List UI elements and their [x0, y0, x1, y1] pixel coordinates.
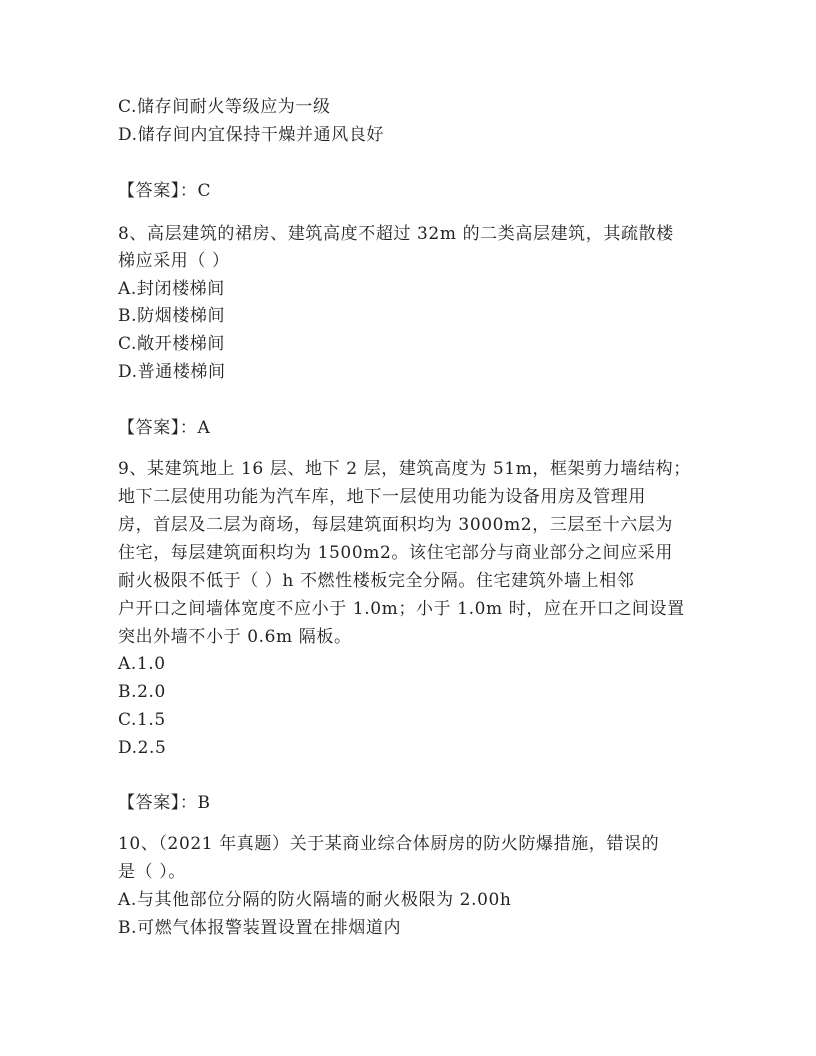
q8-option-a: A.封闭楼梯间	[118, 279, 225, 299]
q8-option-c: C.敞开楼梯间	[118, 334, 226, 354]
q9-option-c: C.1.5	[118, 710, 166, 730]
q7-option-c: C.储存间耐火等级应为一级	[118, 97, 331, 117]
q8-answer: 【答案】：A	[118, 418, 211, 438]
q7-answer: 【答案】：C	[118, 181, 212, 201]
q9-answer: 【答案】：B	[118, 793, 211, 813]
q9-question-line-7: 突出外墙不小于 0.6m 隔板。	[118, 627, 352, 647]
q9-option-a: A.1.0	[118, 654, 166, 674]
q8-option-d: D.普通楼梯间	[118, 362, 226, 382]
q9-question-line-1: 9、某建筑地上 16 层、地下 2 层，建筑高度为 51m，框架剪力墙结构；	[118, 459, 691, 479]
q8-question-line-1: 8、高层建筑的裙房、建筑高度不超过 32m 的二类高层建筑，其疏散楼	[118, 224, 674, 244]
q9-question-line-4: 住宅，每层建筑面积均为 1500m2。该住宅部分与商业部分之间应采用	[118, 543, 674, 563]
q9-question-line-2: 地下二层使用功能为汽车库，地下一层使用功能为设备用房及管理用	[118, 487, 646, 507]
q7-option-d: D.储存间内宜保持干燥并通风良好	[118, 125, 385, 145]
q9-question-line-5: 耐火极限不低于（ ）h 不燃性楼板完全分隔。住宅建筑外墙上相邻	[118, 571, 635, 591]
q10-question-line-2: 是（ ）。	[118, 862, 186, 882]
q10-option-b: B.可燃气体报警装置设置在排烟道内	[118, 918, 402, 938]
q10-option-a: A.与其他部位分隔的防火隔墙的耐火极限为 2.00h	[118, 890, 512, 910]
q9-option-d: D.2.5	[118, 738, 167, 758]
q9-question-line-3: 房，首层及二层为商场，每层建筑面积均为 3000m2，三层至十六层为	[118, 515, 674, 535]
q10-question-line-1: 10、（2021 年真题）关于某商业综合体厨房的防火防爆措施，错误的	[118, 834, 660, 854]
q9-question-line-6: 户开口之间墙体宽度不应小于 1.0m；小于 1.0m 时，应在开口之间设置	[118, 599, 685, 619]
q8-question-line-2: 梯应采用（ ）	[118, 251, 230, 271]
q8-option-b: B.防烟楼梯间	[118, 306, 226, 326]
q9-option-b: B.2.0	[118, 682, 166, 702]
